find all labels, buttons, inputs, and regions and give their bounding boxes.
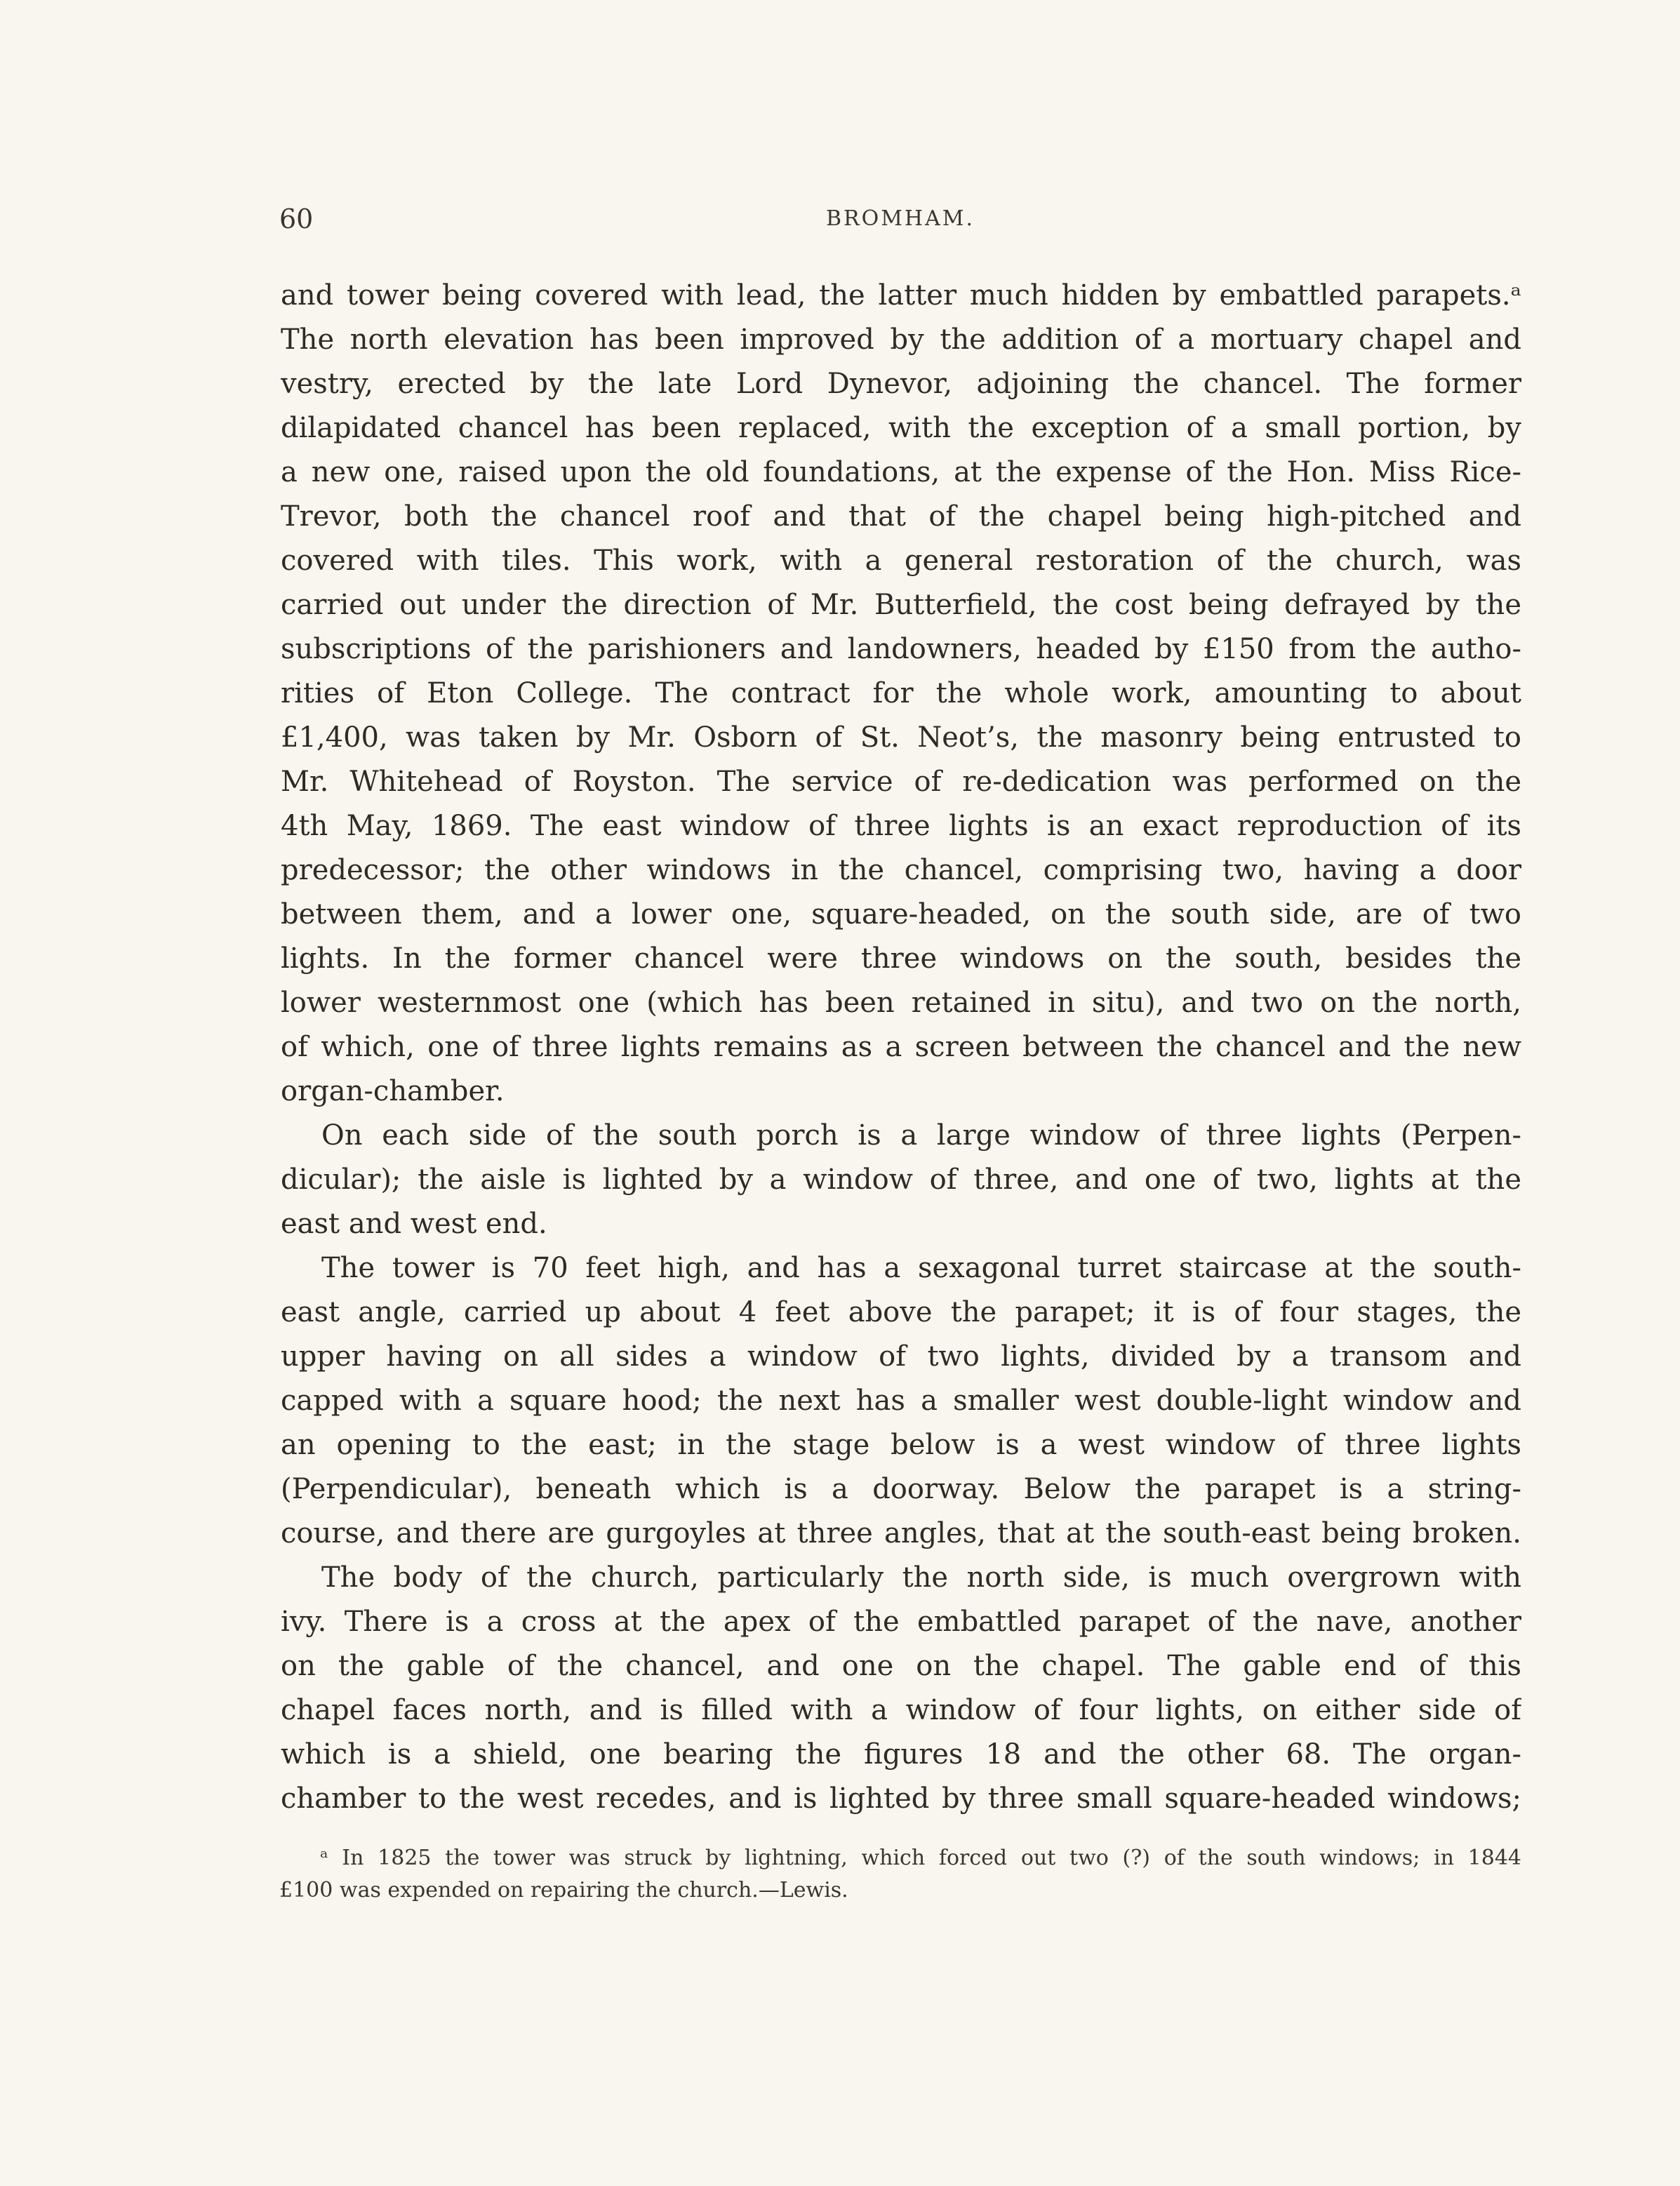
text-line: The body of the church, particularly the north side, is much overgrown with — [321, 1561, 1521, 1594]
text-line: Trevor, both the chancel roof and that of the chapel being high-pitched and — [281, 500, 1521, 533]
text-line: The north elevation has been improved by the addition of a mortuary chapel and — [281, 324, 1521, 356]
footnote-line: £100 was expended on repairing the church.—Lewis. — [279, 1878, 848, 1902]
running-title: BROMHAM. — [825, 206, 975, 231]
text-line: dilapidated chancel has been replaced, with the exception of a small portion, by — [281, 412, 1521, 444]
text-line: rities of Eton College. The contract for the whole work, amounting to about — [281, 677, 1521, 709]
text-line: carried out under the direction of Mr. Butterfield, the cost being defrayed by the — [281, 589, 1521, 621]
text-line: The tower is 70 feet high, and has a sexagonal turret staircase at the south- — [321, 1252, 1521, 1284]
footnote — [279, 1842, 1521, 1907]
text-line: ivy. There is a cross at the apex of the embattled parapet of the nave, another — [281, 1606, 1521, 1638]
text-line: course, and there are gurgoyles at three angles, that at the south-east being broken. — [281, 1517, 1521, 1549]
text-line: subscriptions of the parishioners and landowners, headed by £150 from the autho- — [281, 633, 1521, 665]
text-line: east and west end. — [281, 1208, 547, 1240]
text-line: east angle, carried up about 4 feet above the parapet; it is of four stages, the — [281, 1296, 1521, 1328]
text-line: of which, one of three lights remains as a screen between the chancel and the new — [281, 1031, 1521, 1063]
running-head — [279, 204, 1521, 239]
text-line: £1,400, was taken by Mr. Osborn of St. Neot’s, the masonry being entrusted to — [281, 721, 1521, 754]
text-line: (Perpendicular), beneath which is a doorway. Below the parapet is a string- — [281, 1473, 1521, 1505]
body-text — [281, 274, 1521, 1821]
text-line: On each side of the south porch is a large window of three lights (Perpen- — [321, 1119, 1521, 1152]
footnote-line: ᵃ In 1825 the tower was struck by lightning, which forced out two (?) of the south windows; in 1844 — [320, 1846, 1521, 1870]
text-line: which is a shield, one bearing the figures 18 and the other 68. The organ- — [281, 1738, 1521, 1771]
text-line: 4th May, 1869. The east window of three lights is an exact reproduction of its — [281, 810, 1521, 842]
text-line: chapel faces north, and is filled with a window of four lights, on either side of — [281, 1694, 1521, 1726]
text-line: a new one, raised upon the old foundations, at the expense of the Hon. Miss Rice- — [281, 456, 1521, 488]
text-line: upper having on all sides a window of two lights, divided by a transom and — [281, 1340, 1521, 1373]
text-line: lights. In the former chancel were three windows on the south, besides the — [281, 942, 1521, 975]
text-line: vestry, erected by the late Lord Dynevor, adjoining the chancel. The former — [281, 368, 1521, 400]
text-line: between them, and a lower one, square-headed, on the south side, are of two — [281, 898, 1521, 931]
text-line: on the gable of the chancel, and one on the chapel. The gable end of this — [281, 1650, 1521, 1682]
text-line: dicular); the aisle is lighted by a window of three, and one of two, lights at the — [281, 1164, 1521, 1196]
text-line: lower westernmost one (which has been retained in situ), and two on the north, — [281, 987, 1521, 1019]
text-line: chamber to the west recedes, and is lighted by three small square-headed windows; — [281, 1782, 1521, 1815]
text-line: organ-chamber. — [281, 1075, 505, 1107]
text-line: Mr. Whitehead of Royston. The service of re-dedication was performed on the — [281, 766, 1521, 798]
page-number: 60 — [279, 204, 314, 234]
text-line: predecessor; the other windows in the chancel, comprising two, having a door — [281, 854, 1521, 886]
text-line: covered with tiles. This work, with a general restoration of the church, was — [281, 545, 1521, 577]
text-line: capped with a square hood; the next has a smaller west double-light window and — [281, 1385, 1521, 1417]
text-line: an opening to the east; in the stage below is a west window of three lights — [281, 1429, 1521, 1461]
text-line: and tower being covered with lead, the latter much hidden by embattled parapets.ᵃ — [281, 279, 1521, 312]
